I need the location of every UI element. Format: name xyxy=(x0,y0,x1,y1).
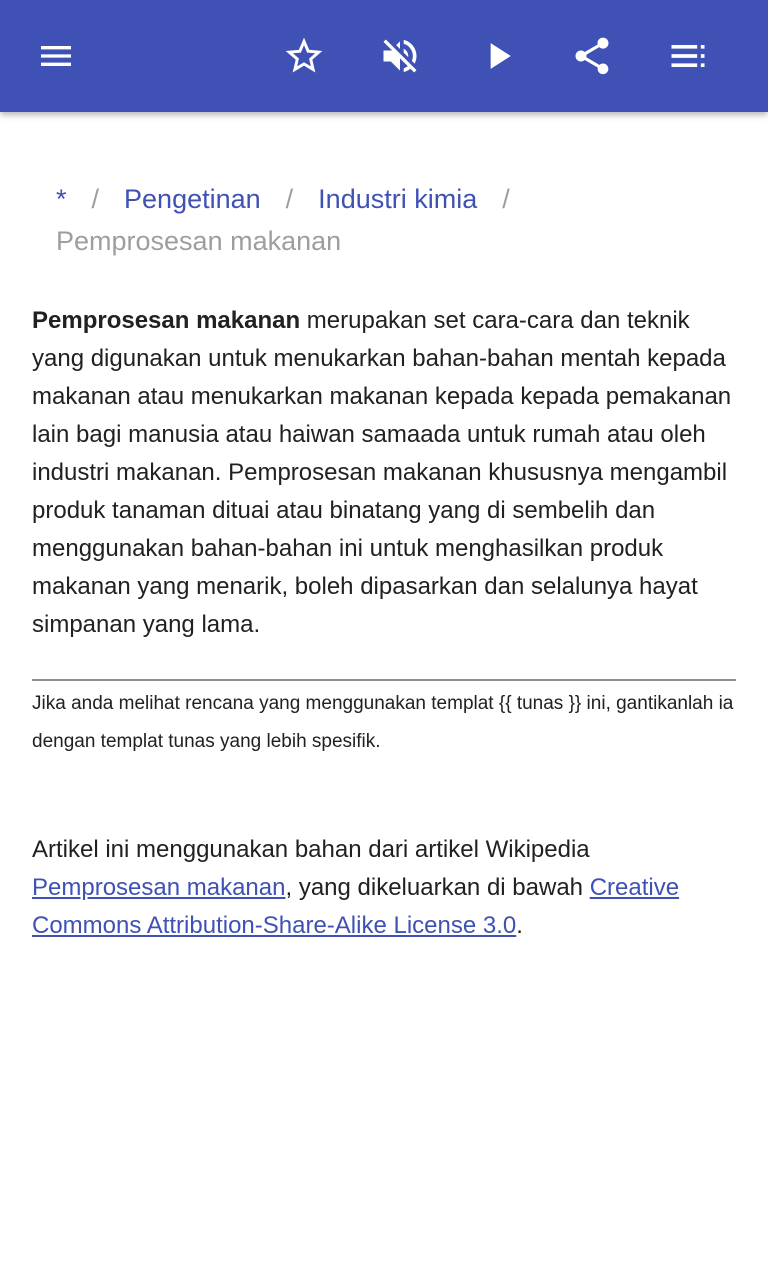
article-lead-text: merupakan set cara-cara dan teknik yang digunakan untuk menukarkan bahan-bahan mentah kepada makanan atau menukarkan makanan kepada kepada pemakanan lain bagi manusia atau haiwan samaada untuk rumah atau oleh industri makanan. Pemprosesan makanan khususnya mengambil produk tanaman dituai atau binatang yang di sembelih dan menggunakan bahan-bahan ini untuk menghasilkan produk makanan yang menarik, boleh dipasarkan dan selalunya hayat simpanan yang lama. xyxy=(32,307,732,638)
breadcrumb xyxy=(32,178,736,262)
breadcrumb-current: Pemprosesan makanan xyxy=(56,226,342,256)
menu-button[interactable] xyxy=(28,28,84,84)
breadcrumb-separator: / xyxy=(285,184,294,214)
play-icon xyxy=(476,34,520,78)
attribution-middle: , yang dikeluarkan di bawah xyxy=(285,874,590,901)
playlist-icon xyxy=(666,34,710,78)
breadcrumb-separator: / xyxy=(91,184,100,214)
breadcrumb-separator: / xyxy=(502,184,510,214)
attribution-suffix: . xyxy=(516,912,523,939)
attribution-paragraph xyxy=(32,831,736,945)
mute-button[interactable] xyxy=(372,28,428,84)
wikipedia-source-link[interactable]: Pemprosesan makanan xyxy=(32,874,286,901)
attribution-prefix: Artikel ini menggunakan bahan dari artikel Wikipedia xyxy=(32,836,590,863)
share-icon xyxy=(570,34,614,78)
article-content xyxy=(32,112,736,945)
volume-off-icon xyxy=(378,34,422,78)
share-button[interactable] xyxy=(564,28,620,84)
breadcrumb-item-pengetinan[interactable]: Pengetinan xyxy=(124,184,261,214)
license-link[interactable]: Creative Commons Attribution-Share-Alike License 3.0 xyxy=(32,874,680,939)
article-title-term: Pemprosesan makanan xyxy=(32,307,301,334)
favorite-button[interactable] xyxy=(276,28,332,84)
contents-button[interactable] xyxy=(660,28,716,84)
breadcrumb-item-industri-kimia[interactable]: Industri kimia xyxy=(318,184,478,214)
play-button[interactable] xyxy=(470,28,526,84)
star-outline-icon xyxy=(282,34,326,78)
stub-notice: Jika anda melihat rencana yang menggunakan templat {{ tunas }} ini, gantikanlah ia dengan templat tunas yang lebih spesifik. xyxy=(32,679,736,761)
top-app-bar xyxy=(0,0,768,112)
breadcrumb-home[interactable]: * xyxy=(56,184,67,214)
article-lead-paragraph xyxy=(32,302,736,644)
menu-icon xyxy=(36,36,76,76)
